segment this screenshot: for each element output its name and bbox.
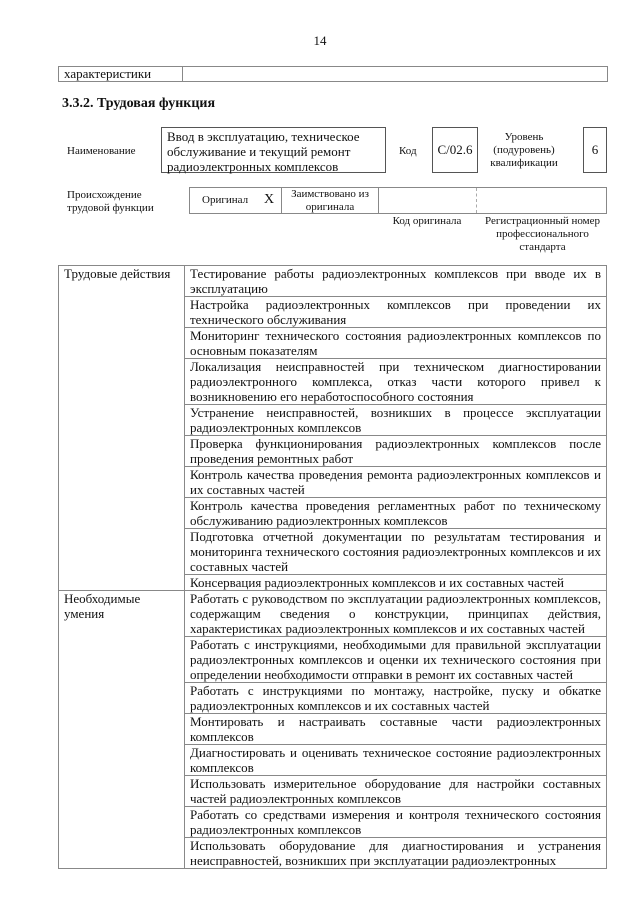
table-row — [59, 591, 607, 637]
name-label: Наименование — [67, 145, 136, 157]
reg-number-label: Регистрационный номер профессионального стандарта — [484, 215, 601, 253]
origin-label: Происхождение трудовой функции — [67, 189, 154, 214]
borrowed-label: Заимствовано из оригинала — [291, 188, 369, 213]
section-item: Проверка функционирования радиоэлектронных комплексов после проведения ремонтных работ — [185, 436, 607, 467]
function-name: Ввод в эксплуатацию, техническое обслуживание и текущий ремонт радиоэлектронных комплексов — [161, 127, 386, 173]
page-number: 14 — [313, 33, 327, 48]
section-heading: 3.3.2. Трудовая функция — [62, 96, 216, 111]
section-item: Консервация радиоэлектронных комплексов и их составных частей — [185, 575, 607, 591]
original-cell — [190, 188, 282, 213]
section-item: Контроль качества проведения регламентных работ по техническому обслуживанию радиоэлектронных комплексов — [185, 498, 607, 529]
section-item: Устранение неисправностей, возникших в процессе эксплуатации радиоэлектронных комплексов — [185, 405, 607, 436]
section-label: Трудовые действия — [59, 266, 185, 591]
original-code-cell — [379, 188, 477, 213]
section-label: Необходимые умения — [59, 591, 185, 869]
original-label: Оригинал — [202, 194, 249, 206]
section-item: Тестирование работы радиоэлектронных комплексов при вводе их в эксплуатацию — [185, 266, 607, 297]
row-label: характеристики — [59, 67, 183, 81]
level-label: Уровень (подуровень) квалификации — [490, 131, 558, 169]
section-item: Использовать измерительное оборудование для настройки составных частей радиоэлектронных комплексов — [185, 776, 607, 807]
section-item: Подготовка отчетной документации по результатам тестирования и мониторинга технического состояния радиоэлектронных комплексов и их составных частей — [185, 529, 607, 575]
section-item: Диагностировать и оценивать техническое состояние радиоэлектронных комплексов — [185, 745, 607, 776]
function-code: С/02.6 — [432, 127, 478, 173]
borrowed-cell — [282, 188, 379, 213]
section-item: Работать с руководством по эксплуатации радиоэлектронных комплексов, содержащим сведения о конструкции, принципах действия, характеристиках радиоэлектронных комплексов и их составных частей — [185, 591, 607, 637]
section-item: Настройка радиоэлектронных комплексов при проведении их технического обслуживания — [185, 297, 607, 328]
code-original-label: Код оригинала — [392, 215, 462, 227]
section-item: Работать со средствами измерения и контроля технического состояния радиоэлектронных комплексов — [185, 807, 607, 838]
section-item: Работать с инструкциями, необходимыми для правильной эксплуатации радиоэлектронных комплексов и оценки их технического состояния при определении необходимости отправки в ремонт их составных частей — [185, 637, 607, 683]
section-item: Мониторинг технического состояния радиоэлектронных комплексов по основным показателям — [185, 328, 607, 359]
code-label: Код — [399, 145, 417, 157]
section-item: Монтировать и настраивать составные части радиоэлектронных комплексов — [185, 714, 607, 745]
origin-table — [189, 187, 607, 214]
previous-table-row — [58, 66, 608, 82]
function-details-table — [58, 265, 607, 869]
table-row — [59, 266, 607, 297]
section-item: Контроль качества проведения ремонта радиоэлектронных комплексов и их составных частей — [185, 467, 607, 498]
original-mark: X — [264, 192, 275, 207]
qualification-level: 6 — [583, 127, 607, 173]
section-item: Использовать оборудование для диагностирования и устранения неисправностей, возникших при эксплуатации радиоэлектронных — [185, 838, 607, 869]
section-item: Локализация неисправностей при техническом диагностировании радиоэлектронного комплекса, отказ части которого привел к возникновению его неработоспособного состояния — [185, 359, 607, 405]
section-item: Работать с инструкциями по монтажу, настройке, пуску и обкатке радиоэлектронных комплексов и их составных частей — [185, 683, 607, 714]
